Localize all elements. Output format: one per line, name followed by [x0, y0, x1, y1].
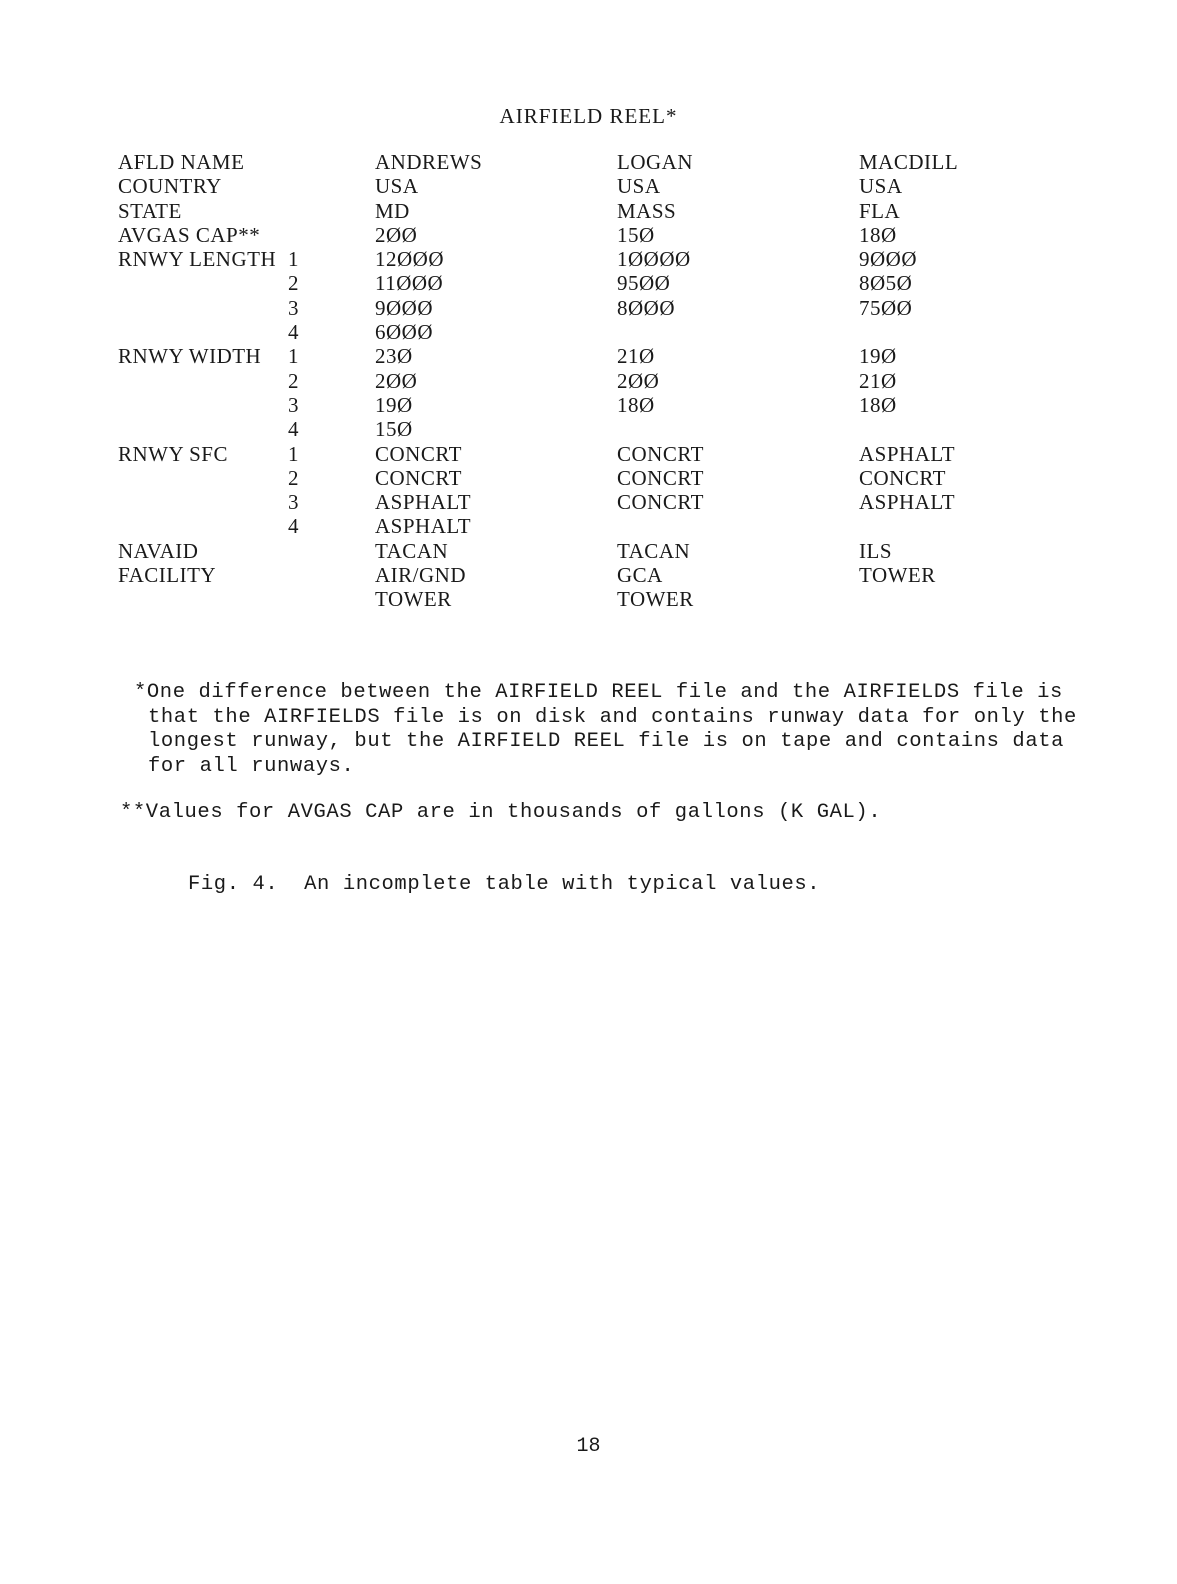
row-label: AVGAS CAP** — [118, 222, 261, 247]
runway-number: 1 — [288, 441, 299, 466]
table-cell: 18Ø — [617, 392, 655, 417]
table-cell: CONCRT — [375, 465, 462, 490]
table-cell: ASPHALT — [859, 441, 956, 466]
row-label: COUNTRY — [118, 174, 222, 199]
table-cell: ASPHALT — [375, 490, 472, 515]
runway-number: 1 — [288, 344, 299, 369]
row-label: NAVAID — [118, 538, 199, 563]
runway-number: 2 — [288, 368, 299, 393]
table-cell: LOGAN — [617, 150, 693, 174]
table-cell: 95ØØ — [617, 271, 671, 296]
footnote-one: *One difference between the AIRFIELD REEL file and the AIRFIELDS file is that the AIRFIELDS file is on disk and contains runway data for only the longest runway, but the AIRFIELD REEL file is on tape and contains data for all runways. — [134, 681, 1077, 778]
runway-number: 2 — [288, 465, 299, 490]
row-label: AFLD NAME — [118, 150, 245, 174]
table-cell: 12ØØØ — [375, 247, 444, 272]
table-cell: 75ØØ — [859, 295, 913, 320]
table-cell: MASS — [617, 198, 677, 223]
table-cell: 9ØØØ — [375, 295, 433, 320]
table-cell: FLA — [859, 198, 901, 223]
row-label: FACILITY — [118, 563, 217, 588]
table-cell: 8Ø5Ø — [859, 271, 913, 296]
table-cell: USA — [375, 174, 419, 199]
table-cell: MACDILL — [859, 150, 959, 174]
row-label: RNWY LENGTH — [118, 247, 277, 272]
table-cell: 2ØØ — [375, 222, 418, 247]
table-cell: 15Ø — [617, 222, 655, 247]
runway-number: 1 — [288, 247, 299, 272]
table-cell: 1ØØØØ — [617, 247, 691, 272]
table-cell: AIR/GND — [375, 563, 466, 588]
table-cell: USA — [859, 174, 903, 199]
table-cell: USA — [617, 174, 661, 199]
table-cell: GCA — [617, 563, 663, 588]
row-label: RNWY WIDTH — [118, 344, 262, 369]
table-cell: 8ØØØ — [617, 295, 675, 320]
figure-caption: Fig. 4. An incomplete table with typical values. — [188, 873, 821, 896]
table-cell: TOWER — [617, 587, 694, 612]
table-cell: TOWER — [859, 563, 936, 588]
runway-number: 2 — [288, 271, 299, 296]
runway-number: 4 — [288, 320, 299, 345]
footnote-two: **Values for AVGAS CAP are in thousands of gallons (K GAL). — [120, 801, 882, 824]
table-cell: 6ØØØ — [375, 320, 433, 345]
table-cell: 23Ø — [375, 344, 413, 369]
table-cell: 21Ø — [617, 344, 655, 369]
table-cell: TACAN — [375, 538, 449, 563]
page-number: 18 — [576, 1435, 601, 1458]
table-cell: TOWER — [375, 587, 452, 612]
table-cell: CONCRT — [859, 465, 946, 490]
table-cell: CONCRT — [617, 490, 704, 515]
table-cell: ASPHALT — [375, 514, 472, 539]
table-cell: 15Ø — [375, 417, 413, 442]
table-cell: MD — [375, 198, 410, 223]
table-cell: 19Ø — [375, 392, 413, 417]
table-cell: ASPHALT — [859, 490, 956, 515]
table-cell: 21Ø — [859, 368, 897, 393]
row-label: STATE — [118, 198, 182, 223]
table-cell: CONCRT — [617, 465, 704, 490]
table-cell: 19Ø — [859, 344, 897, 369]
table-cell: 9ØØØ — [859, 247, 917, 272]
table-cell: 18Ø — [859, 222, 897, 247]
table-title: AIRFIELD REEL* — [499, 104, 678, 128]
table-cell: ANDREWS — [375, 150, 483, 174]
runway-number: 3 — [288, 295, 299, 320]
runway-number: 4 — [288, 514, 299, 539]
table-cell: 18Ø — [859, 392, 897, 417]
table-cell: TACAN — [617, 538, 691, 563]
runway-number: 3 — [288, 392, 299, 417]
runway-number: 4 — [288, 417, 299, 442]
footnotes — [120, 681, 1080, 826]
table-cell: 11ØØØ — [375, 271, 444, 296]
table-cell: 2ØØ — [617, 368, 660, 393]
table-cell: CONCRT — [375, 441, 462, 466]
row-label: RNWY SFC — [118, 441, 228, 466]
table-cell: ILS — [859, 538, 892, 563]
table-cell: CONCRT — [617, 441, 704, 466]
table-cell: 2ØØ — [375, 368, 418, 393]
runway-number: 3 — [288, 490, 299, 515]
